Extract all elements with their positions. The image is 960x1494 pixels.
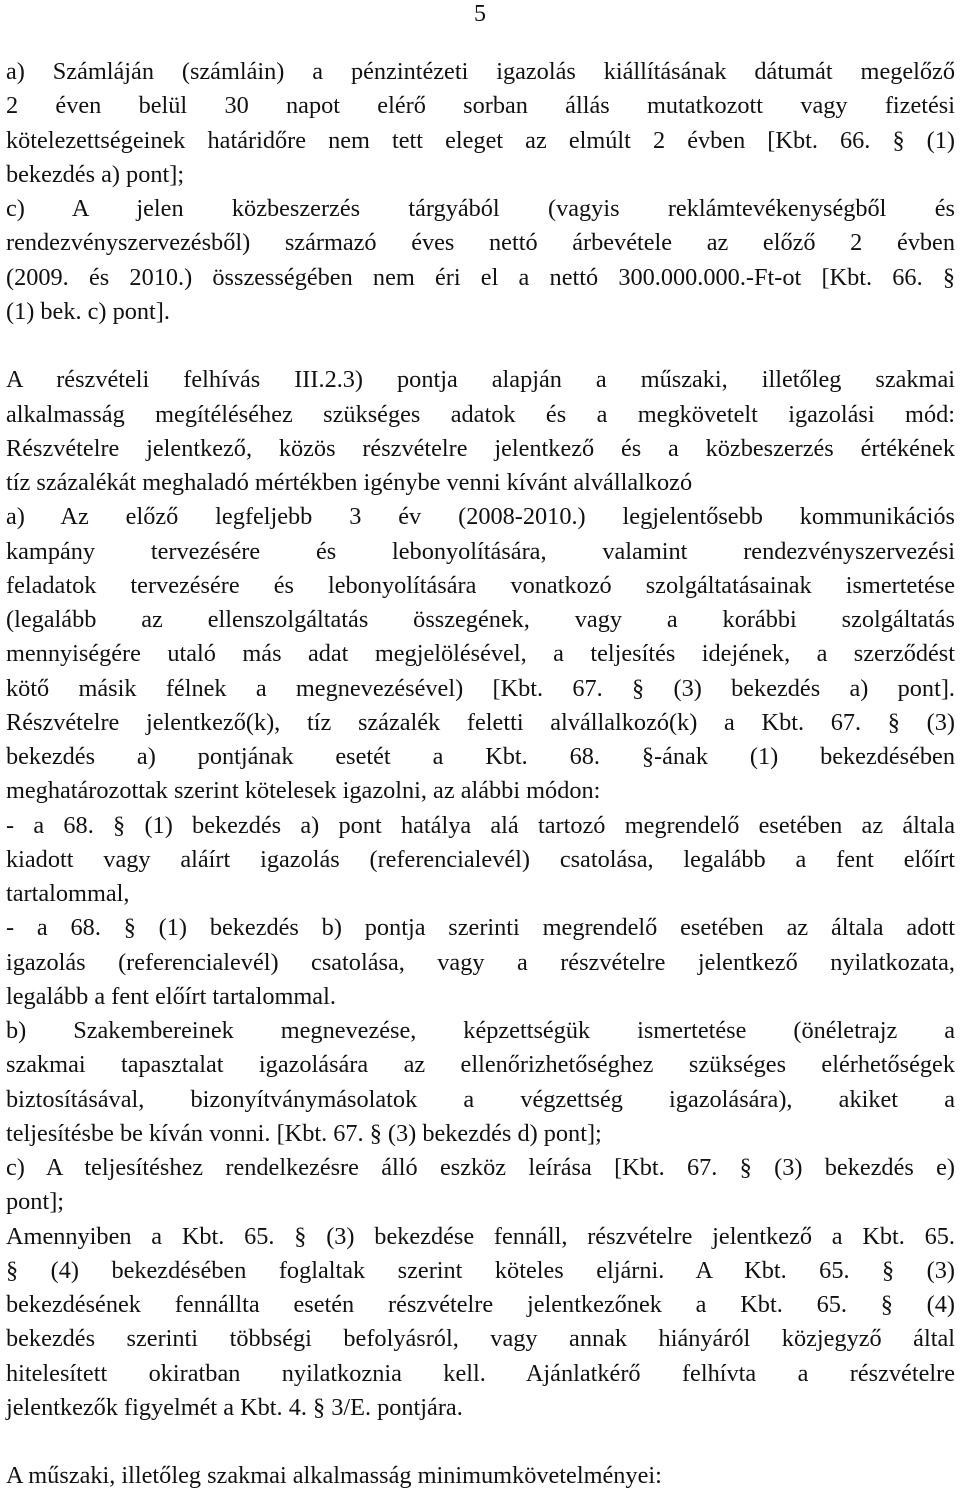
text-line: mennyiségére utaló más adat megjelölésével, a teljesítés idejének, a szerződést bbox=[6, 640, 955, 668]
text-line: (1) bek. c) pont]. bbox=[6, 297, 170, 325]
text-line: hitelesített okiratban nyilatkoznia kell. Ajánlatkérő felhívta a részvételre bbox=[6, 1359, 955, 1387]
text-line: A műszaki, illetőleg szakmai alkalmasság minimumkövetelményei: bbox=[6, 1462, 662, 1490]
text-line: (2009. és 2010.) összességében nem éri el a nettó 300.000.000.-Ft-ot [Kbt. 66. § bbox=[6, 263, 955, 291]
document-body bbox=[6, 55, 955, 1494]
text-line: - a 68. § (1) bekezdés b) pontja szerinti megrendelő esetében az általa adott bbox=[6, 914, 955, 942]
text-line: bekezdésének fennállta esetén részvételre jelentkezőnek a Kbt. 65. § (4) bbox=[6, 1291, 955, 1318]
text-line: a) Számláján (számláin) a pénzintézeti igazolás kiállításának dátumát megelőző bbox=[6, 58, 955, 85]
text-line: teljesítésbe be kíván vonni. [Kbt. 67. § (3) bekezdés d) pont]; bbox=[6, 1119, 602, 1147]
text-line: szakmai tapasztalat igazolására az ellenőrizhetőséghez szükséges elérhetőségek bbox=[6, 1051, 955, 1079]
text-line: 2 éven belül 30 napot elérő sorban állás mutatkozott vagy fizetési bbox=[6, 92, 955, 120]
text-line: b) Szakembereinek megnevezése, képzettségük ismertetése (önéletrajz a bbox=[6, 1017, 955, 1044]
text-line: c) A teljesítéshez rendelkezésre álló eszköz leírása [Kbt. 67. § (3) bekezdés e) bbox=[6, 1154, 955, 1181]
text-line: kötelezettségeinek határidőre nem tett eleget az elmúlt 2 évben [Kbt. 66. § (1) bbox=[6, 126, 955, 154]
text-line: bekezdés a) pontjának esetét a Kbt. 68. §-ának (1) bekezdésében bbox=[6, 743, 955, 770]
text-line: bekezdés szerinti többségi befolyásról, vagy annak hiányáról közjegyző által bbox=[6, 1325, 955, 1353]
text-line: § (4) bekezdésében foglaltak szerint köteles eljárni. A Kbt. 65. § (3) bbox=[6, 1256, 955, 1284]
text-line: A részvételi felhívás III.2.3) pontja alapján a műszaki, illetőleg szakmai bbox=[6, 366, 955, 394]
text-line: alkalmasság megítéléséhez szükséges adatok és a megkövetelt igazolási mód: bbox=[6, 400, 955, 428]
text-line: a) Az előző legfeljebb 3 év (2008-2010.) legjelentősebb kommunikációs bbox=[6, 503, 955, 531]
text-line: c) A jelen közbeszerzés tárgyából (vagyis reklámtevékenységből és bbox=[6, 195, 955, 222]
text-line: meghatározottak szerint kötelesek igazolni, az alábbi módon: bbox=[6, 777, 601, 805]
text-line: igazolás (referencialevél) csatolása, vagy a részvételre jelentkező nyilatkozata, bbox=[6, 948, 955, 976]
text-line: tartalommal, bbox=[6, 880, 130, 907]
text-line: rendezvényszervezésből) származó éves nettó árbevétele az előző 2 évben bbox=[6, 229, 955, 257]
text-line: kampány tervezésére és lebonyolítására, valamint rendezvényszervezési bbox=[6, 537, 955, 565]
blank-line bbox=[6, 329, 955, 363]
text-line: tíz százalékát meghaladó mértékben igénybe venni kívánt alvállalkozó bbox=[6, 469, 693, 496]
text-line: - a 68. § (1) bekezdés a) pont hatálya alá tartozó megrendelő esetében az általa bbox=[6, 811, 955, 839]
text-line: kötő másik félnek a megnevezésével) [Kbt. 67. § (3) bekezdés a) pont]. bbox=[6, 674, 955, 702]
text-line: kiadott vagy aláírt igazolás (referencialevél) csatolása, legalább a fent előírt bbox=[6, 845, 955, 873]
text-line: bekezdés a) pont]; bbox=[6, 160, 185, 188]
text-line: (legalább az ellenszolgáltatás összegének, vagy a korábbi szolgáltatás bbox=[6, 606, 955, 633]
text-line: feladatok tervezésére és lebonyolítására vonatkozó szolgáltatásainak ismertetése bbox=[6, 571, 955, 599]
text-line: biztosításával, bizonyítványmásolatok a végzettség igazolására), akiket a bbox=[6, 1085, 955, 1113]
page-number: 5 bbox=[474, 1, 486, 27]
text-line: jelentkezők figyelmét a Kbt. 4. § 3/E. pontjára. bbox=[6, 1393, 463, 1421]
blank-line bbox=[6, 1425, 955, 1459]
text-line: Részvételre jelentkező(k), tíz százalék feletti alvállalkozó(k) a Kbt. 67. § (3) bbox=[6, 708, 955, 736]
text-line: legalább a fent előírt tartalommal. bbox=[6, 982, 336, 1010]
text-line: pont]; bbox=[6, 1188, 65, 1216]
text-line: Részvételre jelentkező, közös részvételre jelentkező és a közbeszerzés értékének bbox=[6, 434, 955, 462]
text-line: Amennyiben a Kbt. 65. § (3) bekezdése fennáll, részvételre jelentkező a Kbt. 65. bbox=[6, 1222, 955, 1250]
